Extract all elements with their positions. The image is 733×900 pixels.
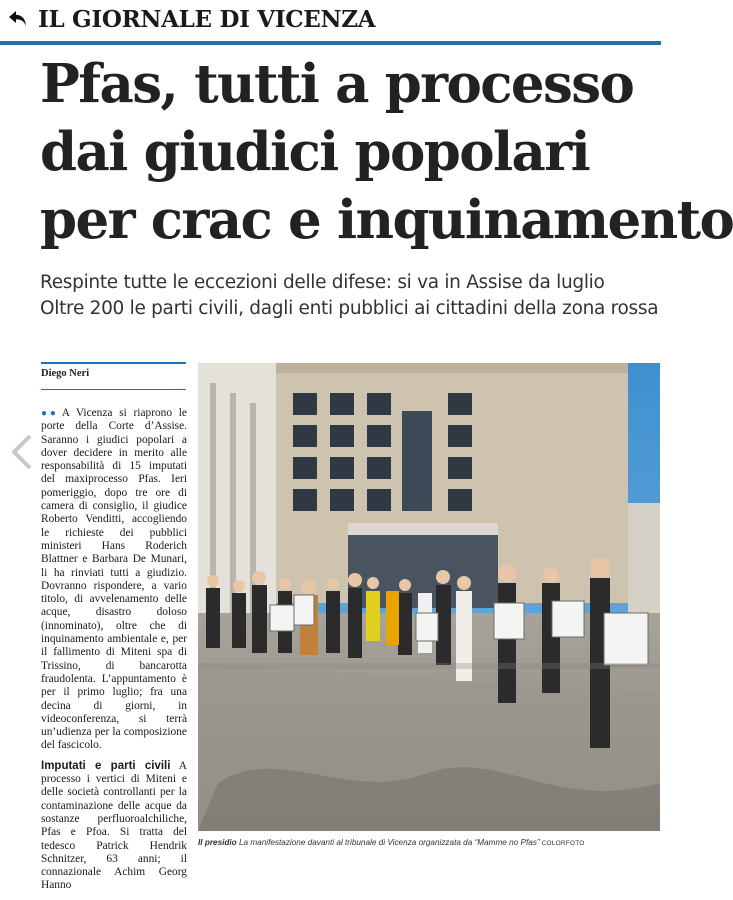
photo-credit: COLORFOTO (539, 840, 585, 847)
byline: Diego Neri (41, 368, 90, 379)
article-paragraph (41, 760, 187, 893)
article-subtitle: Imputati e parti civili (41, 759, 171, 772)
subheadline-line: Oltre 200 le parti civili, dagli enti pubblici ai cittadini della zona rossa (40, 298, 659, 319)
news-photo (198, 363, 660, 831)
byline-rule-top (41, 362, 186, 364)
back-arrow-icon[interactable] (6, 7, 30, 31)
top-bar (0, 0, 661, 42)
article-paragraph (41, 407, 187, 753)
caption-text: La manifestazione davanti al tribunale di Vicenza organizzata da “Mamme no Pfas” (236, 838, 540, 847)
masthead-title: IL GIORNALE DI VICENZA (38, 6, 376, 33)
headline-line: per crac e inquinamento (40, 189, 733, 251)
subheadline (40, 270, 660, 322)
bullet-dots-icon: ●● (41, 408, 59, 419)
masthead-rule (0, 41, 661, 45)
headline-line: dai giudici popolari (40, 121, 590, 183)
photo-caption (198, 838, 660, 847)
article-text: A Vicenza si riaprono le porte della Corte d’Assise. Saranno i giudici popolari a dover decidere in merito alle responsabilità di 15 imputati del maxiprocesso Pfas. Ieri pomeriggio, dopo tre ore di camera di consiglio, il giudice Roberto Venditti, accogliendo le richieste dei pubblici ministeri Hans Roderich Blattner e Barbara De Munari, li ha rinviati tutti a giudizio. Dovranno rispondere, a vario titolo, di avvelenamento delle acque, disastro doloso (innominato), oltre che di inquinamento ambientale e, per il fallimento di Miteni spa di Trissino, di bancarotta fraudolenta. L’appuntamento è per il primo luglio; fra una decina di giorni, in videoconferenza, si terrà un’udienza per la composizione del fascicolo. (41, 407, 187, 752)
headline-line: Pfas, tutti a processo (40, 53, 634, 115)
byline-rule-bottom (41, 389, 186, 390)
article-body (41, 407, 187, 900)
subheadline-line: Respinte tutte le eccezioni delle difese: si va in Assise da luglio (40, 272, 605, 293)
headline (40, 50, 733, 254)
caption-lead: Il presidio (198, 838, 237, 847)
chevron-left-icon[interactable] (8, 432, 38, 472)
article-text: A processo i vertici di Miteni e delle società controllanti per la contaminazione delle acque da sostanze perfluoroalchiliche, Pfas e Pfoa. Si tratta del tedesco Patrick Hendrik Schnitzer, 63 anni; il connazionale Achim Georg Hanno (41, 759, 187, 892)
